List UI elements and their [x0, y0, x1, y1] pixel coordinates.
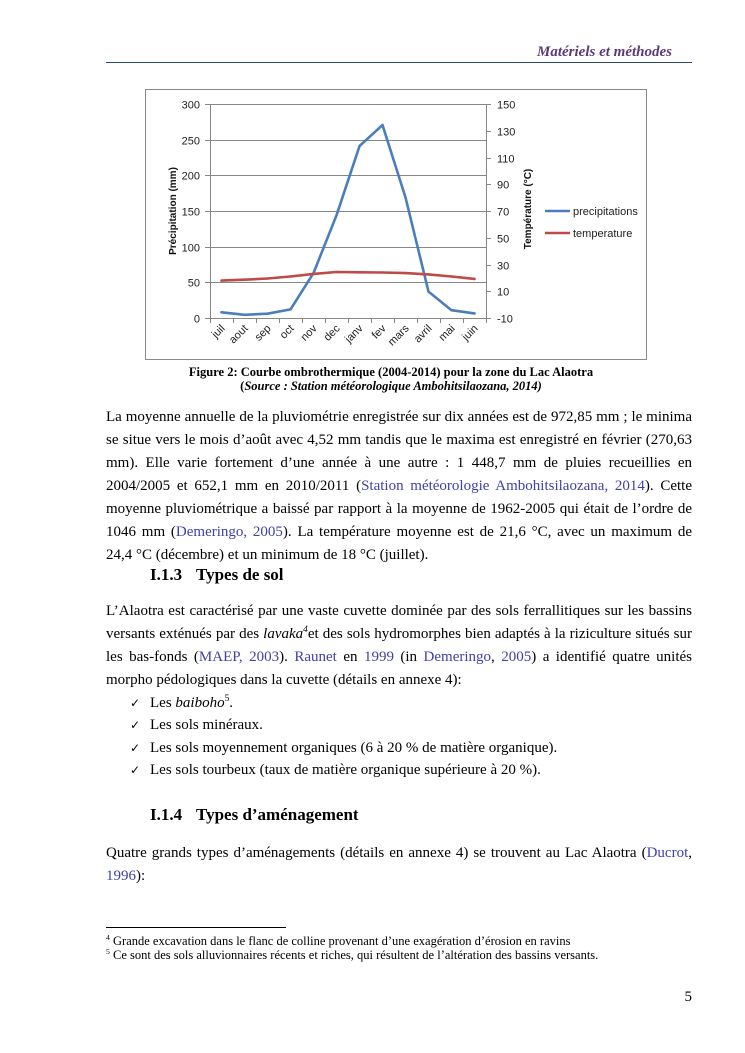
citation-link[interactable]: 1996 — [106, 867, 136, 884]
section-number: I.1.4 — [150, 805, 183, 824]
data-point-precipitations — [473, 312, 475, 314]
ombrothermic-chart — [145, 89, 647, 360]
paragraph-amenagements — [106, 842, 692, 888]
footnote-mark: 4 — [106, 932, 110, 942]
y-left-tick-label: 50 — [187, 277, 200, 290]
text-run: ). — [279, 648, 295, 665]
data-point-precipitations — [450, 309, 452, 311]
citation-link[interactable]: Ducrot — [646, 844, 689, 861]
citation-link[interactable]: MAEP, 2003 — [198, 648, 280, 665]
y-left-axis-title: Précipitation (mm) — [168, 167, 179, 255]
data-point-precipitations — [266, 313, 268, 315]
caption-source-text: Source : Station météorologique Ambohitsilaozana, 2014) — [244, 379, 542, 393]
x-tick-label: sep — [252, 322, 274, 344]
section-title: Types de sol — [196, 565, 284, 584]
y-left-tick-label: 150 — [181, 206, 200, 219]
footnote — [106, 934, 726, 948]
data-point-precipitations — [381, 124, 383, 126]
figure-caption-source — [106, 379, 676, 393]
footnotes — [106, 934, 726, 962]
list-item — [106, 714, 692, 736]
data-point-precipitations — [220, 311, 222, 313]
data-point-precipitations — [427, 290, 429, 292]
data-point-temperature — [427, 273, 429, 275]
text-run: ) a identifié quatre unités morpho pédologiques dans la cuvette (détails en annexe 4): — [106, 648, 693, 688]
data-point-precipitations — [243, 314, 245, 316]
text-run: et des sols hydromorphes bien adaptés à la riziculture situés sur les bas-fonds ( — [106, 625, 692, 665]
x-tick-label: dec — [321, 322, 343, 344]
y-right-axis-title: Température (°C) — [523, 168, 534, 250]
italic-term: lavaka — [263, 625, 304, 642]
soil-types-list — [106, 692, 692, 781]
y-left-tick-label: 200 — [181, 170, 200, 183]
text-run: Quatre grands types d’aménagements (détails en annexe 4) se trouvent au Lac Alaotra ( — [106, 844, 647, 861]
x-tick-label: aout — [226, 322, 251, 347]
text-run: Les — [150, 695, 176, 711]
data-point-temperature — [358, 271, 360, 273]
data-point-temperature — [450, 275, 452, 277]
caption-open-paren: ( — [240, 379, 245, 393]
text-run: . — [229, 695, 233, 711]
text-run: , — [688, 844, 692, 861]
footnote-mark: 5 — [106, 946, 110, 956]
figure-caption — [106, 365, 676, 393]
x-tick-label: fev — [369, 322, 389, 342]
y-right-tick-label: 110 — [497, 153, 515, 166]
running-header-title: Matériels et méthodes — [537, 44, 672, 60]
list-item — [106, 737, 692, 759]
text-run: , — [491, 648, 502, 665]
list-item — [106, 759, 692, 781]
legend-label: precipitations — [573, 206, 638, 218]
data-point-precipitations — [335, 214, 337, 216]
x-tick-label: juil — [209, 322, 228, 341]
text-run: L’Alaotra est caractérisé par une vaste cuvette dominée par des sols ferrallitiques sur les bassins versants exténués par des — [106, 602, 692, 642]
y-right-tick-label: 70 — [497, 206, 510, 219]
citation-link[interactable]: Demeringo, 2005 — [175, 523, 283, 540]
citation-link[interactable]: 1999 — [363, 648, 394, 665]
y-right-tick-label: 90 — [497, 179, 510, 192]
x-tick-label: nov — [298, 322, 320, 344]
italic-term: baiboho — [175, 695, 225, 711]
data-point-temperature — [266, 277, 268, 279]
data-point-temperature — [220, 279, 222, 281]
header-rule — [106, 62, 692, 63]
list-item-text — [150, 695, 233, 711]
list-item-text — [150, 762, 541, 778]
y-right-tick-label: 10 — [497, 286, 510, 299]
citation-link[interactable]: Raunet — [294, 648, 337, 665]
y-right-tick-label: 130 — [497, 126, 516, 139]
text-run: Les sols minéraux. — [150, 717, 263, 734]
x-tick-label: oct — [277, 322, 297, 342]
y-left-tick-label: 0 — [193, 313, 200, 326]
text-run: Les sols moyennement organiques (6 à 20 % de matière organique). — [150, 739, 558, 756]
checkmark-icon: ✓ — [130, 740, 141, 755]
text-run: ). La température moyenne est de 21,6 °C, avec un maximum de 24,4 °C (décembre) et un minimum de 18 °C (juillet). — [106, 523, 692, 563]
citation-link[interactable]: Station météorologie Ambohitsilaozana, 2014 — [361, 477, 645, 494]
checkmark-icon: ✓ — [130, 718, 141, 733]
data-point-temperature — [381, 271, 383, 273]
list-item — [106, 692, 692, 714]
data-point-temperature — [243, 279, 245, 281]
footnote-text: Grande excavation dans le flanc de colline provenant d’une exagération d’érosion en ravins — [109, 934, 571, 948]
data-point-temperature — [335, 271, 337, 273]
figure-caption-title: Figure 2: Courbe ombrothermique (2004-2014) pour la zone du Lac Alaotra — [188, 365, 594, 379]
x-tick-label: janv — [342, 322, 366, 346]
data-point-temperature — [289, 275, 291, 277]
footnote-reference: 5 — [224, 694, 230, 704]
text-run: La moyenne annuelle de la pluviométrie enregistrée sur dix années est de 972,85 mm ; le minima se situe vers le mois d’août avec 4,52 mm tandis que le maxima est enregistré en février (270,63 mm). Elle varie fortement d’une année à une autre : 1 448,7 mm de pluies recueillies en 2004/2005 et 652,1 mm en 2010/2011 ( — [106, 408, 692, 494]
section-title: Types d’aménagement — [196, 805, 359, 824]
x-tick-label: mars — [385, 322, 412, 349]
y-right-tick-label: -10 — [497, 313, 513, 326]
y-left-tick-label: 250 — [181, 135, 200, 148]
data-point-temperature — [473, 278, 475, 280]
text-run: en — [336, 648, 364, 665]
y-right-tick-label: 50 — [497, 233, 510, 246]
list-item-text — [150, 717, 263, 733]
footnote — [106, 948, 726, 962]
checkmark-icon: ✓ — [130, 696, 141, 710]
footnote-reference: 4 — [303, 624, 308, 635]
x-tick-label: avril — [411, 322, 435, 346]
section-heading-types-amenagement — [150, 804, 359, 826]
y-left-tick-label: 100 — [181, 242, 200, 255]
data-point-precipitations — [358, 145, 360, 147]
text-run: ). Cette moyenne pluviométrique a baissé par rapport à la moyenne de 1962-2005 qui était de l’ordre de 1046 mm ( — [106, 477, 693, 540]
x-tick-label: juin — [460, 322, 481, 344]
list-item-text — [150, 740, 557, 756]
paragraph-rainfall — [106, 406, 692, 567]
citation-link[interactable]: Demeringo — [423, 648, 492, 665]
text-run: (in — [393, 648, 424, 665]
citation-link[interactable]: 2005 — [501, 648, 532, 665]
footnote-text: Ce sont des sols alluvionnaires récents et riches, qui résultent de l’altération des bassins versants. — [109, 948, 599, 962]
section-heading-types-de-sol — [150, 564, 284, 586]
y-right-tick-label: 150 — [497, 99, 516, 112]
legend-label: temperature — [573, 228, 633, 240]
checkmark-icon: ✓ — [130, 762, 141, 777]
text-run: ): — [136, 867, 146, 884]
y-left-tick-label: 300 — [181, 99, 200, 112]
data-point-temperature — [312, 273, 314, 275]
data-point-temperature — [404, 272, 406, 274]
x-tick-label: mai — [436, 322, 458, 344]
data-point-precipitations — [289, 308, 291, 310]
data-point-precipitations — [404, 196, 406, 198]
footnote-separator — [106, 927, 286, 928]
y-right-tick-label: 30 — [497, 260, 510, 273]
text-run: Les sols tourbeux (taux de matière organique supérieure à 20 %). — [150, 761, 541, 778]
paragraph-soils — [106, 600, 692, 692]
page-number: 5 — [684, 989, 692, 1005]
section-number: I.1.3 — [150, 565, 183, 584]
